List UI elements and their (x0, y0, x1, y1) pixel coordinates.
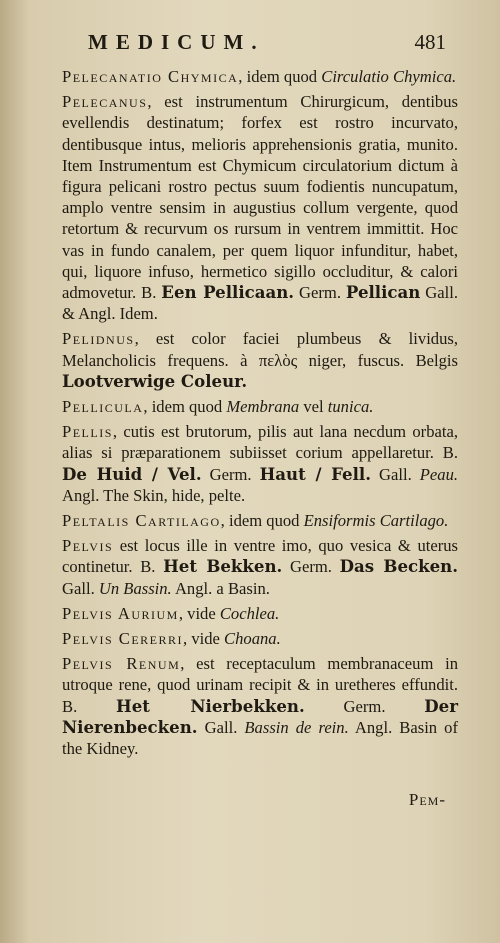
entry-pelecanatio (62, 66, 458, 87)
german-term: Der Nierenbecken. (62, 695, 458, 737)
page-number: 481 (414, 30, 446, 54)
entry-text: Germ. (201, 464, 260, 484)
entry-headword: Pelecanus (62, 92, 148, 112)
entry-text: Germ. (282, 557, 340, 577)
entry-pelecanus (62, 91, 458, 324)
entry-italic-term: Choana. (224, 629, 281, 649)
entry-text: , idem quod (238, 67, 322, 86)
entry-headword: Pellis (62, 422, 113, 442)
entry-italic-term: Ensiformis Cartilago. (303, 511, 449, 531)
entry-pelidnus (62, 328, 458, 392)
entry-italic-term: Membrana (226, 397, 300, 417)
entry-headword: Pelecanatio Chymica (62, 67, 239, 86)
entry-peltalis (62, 510, 458, 531)
entry-headword: Pelidnus (62, 329, 135, 349)
page-header (0, 30, 500, 60)
entry-headword: Pelvis (62, 536, 114, 556)
entry-text: , est instrumentum Chirurgicum, dentibus evellendis destinatum; forfex est rostro incurvato, dentibusque intus, melioris apprehensionis gratia, munito. Item Instrumentum est Chymicum circulatorium dictum à figura pelicani rostro pectus suum fodientis nuncupatum, amplo ventre sensim in augustius collum vergente, quod retortum & recurvum os rursum in ventrem immittit. Hoc vas in fundo canalem, per quem liquor infunditur, habet, qui, liquore infuso, hermetico sigillo occluditur, & calori admovetur. B. (62, 92, 458, 303)
dutch-term: Het Nierbekken. (116, 695, 305, 716)
entry-text: vel (299, 397, 328, 417)
entry-italic-term: Circulatio Chymica. (321, 67, 457, 86)
entry-pelvis (62, 535, 458, 599)
entry-pellicula (62, 396, 458, 417)
entry-italic-term: tunica. (327, 397, 374, 417)
entry-text: , idem quod (143, 397, 227, 417)
entry-text: Germ. (304, 696, 425, 716)
french-term: Bassin de rein. (244, 717, 349, 737)
entry-headword: Pelvis Aurium (62, 603, 179, 623)
entry-text: Gall. (197, 717, 245, 737)
entry-text: , est receptaculum membranaceum in utroque rene, quod urinam recipit & in uretheres effundit. B. (62, 654, 459, 716)
entry-italic-term: Cochlea. (219, 603, 280, 623)
entry-pelvis-cererri (62, 628, 458, 649)
dutch-term: Een Pellicaan. (161, 282, 295, 303)
entry-text: Angl. The Skin, hide, pelte. (62, 485, 246, 505)
entry-pelvis-aurium (62, 603, 458, 624)
dutch-term: Lootverwige Coleur. (62, 370, 248, 391)
entry-text: Germ. (294, 283, 346, 303)
entry-text: Gall. (62, 578, 99, 598)
dutch-term: De Huid / Vel. (62, 463, 202, 484)
entry-text: , est color faciei plumbeus & lividus, Melancholicis frequens. à πελὸς niger, fuscus. Belgis (62, 329, 458, 370)
running-head: MEDICUM. (88, 30, 265, 54)
entry-headword: Pelvis Cererri (62, 629, 184, 649)
entry-text: Angl. Basin of the Kidney. (62, 717, 458, 759)
entry-text: Angl. a Basin. (171, 578, 270, 598)
entry-text: , idem quod (220, 511, 304, 531)
entry-headword: Pelvis Renum (62, 654, 181, 674)
dictionary-content (62, 66, 458, 763)
entry-text: , vide (183, 629, 225, 649)
german-term: Das Becken. (339, 556, 459, 577)
entry-headword: Pellicula (62, 397, 144, 417)
french-term: Peau. (419, 464, 459, 484)
entry-text: Gall. & Angl. Idem. (62, 283, 458, 324)
entry-text: est locus ille in ventre imo, quo vesica & uterus continetur. B. (62, 536, 458, 577)
entry-headword: Peltalis Cartilago (62, 511, 221, 531)
entry-pellis (62, 421, 458, 506)
entry-text: , cutis est brutorum, pilis aut lana necdum orbata, alias si præparationem subiisset corium appellaretur. B. (62, 422, 458, 463)
german-term: Haut / Fell. (259, 463, 371, 484)
french-term: Un Bassin. (98, 578, 172, 598)
entry-text: Gall. (370, 464, 420, 484)
catchword: Pem- (408, 790, 446, 809)
entry-text: , vide (178, 603, 220, 623)
german-term: Pellican (345, 282, 421, 303)
dutch-term: Het Bekken. (163, 556, 283, 577)
entry-pelvis-renum (62, 653, 458, 759)
